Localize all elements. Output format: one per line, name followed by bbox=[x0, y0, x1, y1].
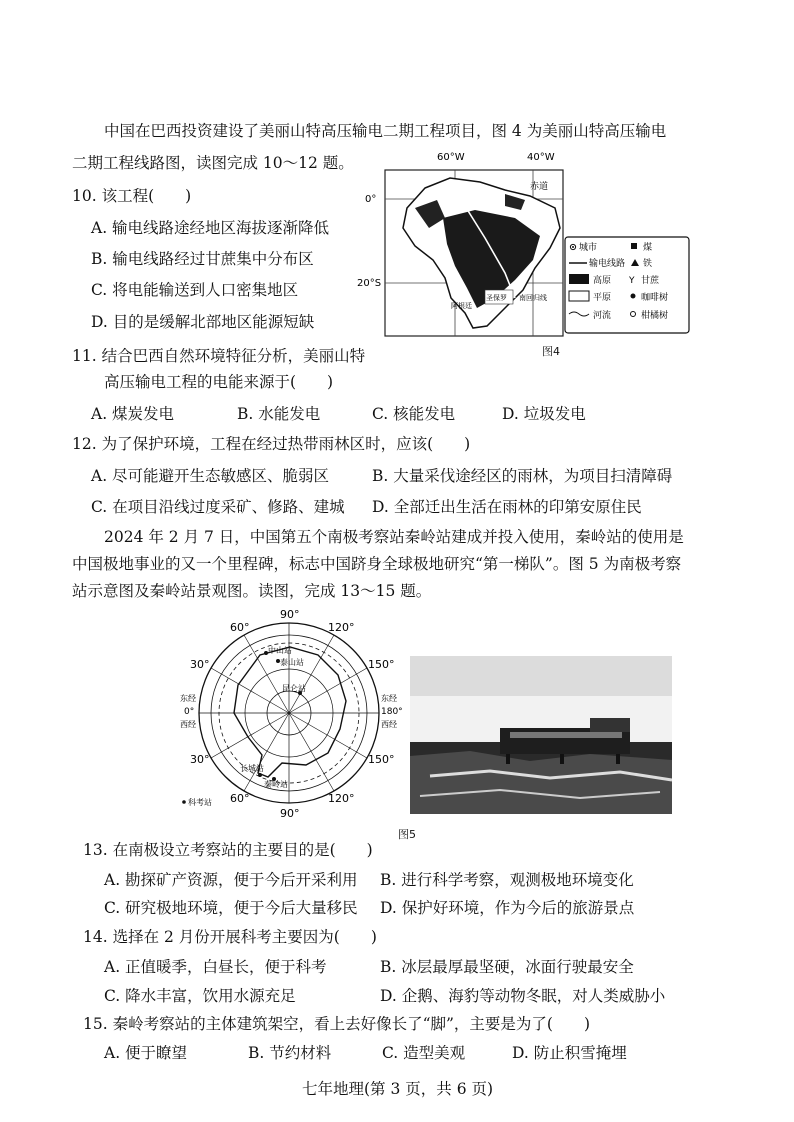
label-east-right: 东经 bbox=[381, 694, 397, 703]
deg-150-bottom: 150° bbox=[368, 753, 395, 766]
legend-citrus: 柑橘树 bbox=[641, 311, 669, 321]
q10-option-c[interactable]: C. 将电能输送到人口密集地区 bbox=[91, 281, 299, 299]
station-taishan: 泰山站 bbox=[280, 658, 304, 667]
q13-option-a[interactable]: A. 勘探矿产资源，便于今后开采利用 bbox=[104, 871, 358, 889]
deg-30-top: 30° bbox=[190, 658, 210, 671]
figure-5-polar-map bbox=[178, 605, 410, 825]
intro-2-line-1: 2024 年 2 月 7 日，中国第五个南极考察站秦岭站建成并投入使用，秦岭站的使用是 bbox=[104, 528, 684, 546]
label-sao-paulo: 圣保罗 bbox=[486, 294, 507, 302]
q15-option-c[interactable]: C. 造型美观 bbox=[382, 1044, 466, 1062]
legend-coffee: 咖啡树 bbox=[641, 293, 669, 303]
deg-60-top: 60° bbox=[230, 621, 250, 634]
lat-label-0: 0° bbox=[365, 194, 377, 205]
intro-1-line-2: 二期工程线路图，读图完成 10～12 题。 bbox=[72, 154, 354, 172]
legend-sugarcane-icon: Y bbox=[629, 276, 635, 286]
q11-option-b[interactable]: B. 水能发电 bbox=[237, 405, 321, 423]
legend-plateau: 高原 bbox=[593, 276, 612, 286]
page-footer: 七年地理(第 3 页，共 6 页) bbox=[302, 1080, 494, 1098]
legend-city: 城市 bbox=[579, 243, 598, 253]
q10-option-a[interactable]: A. 输电线路途经地区海拔逐渐降低 bbox=[91, 219, 330, 237]
qinling-station-photo bbox=[410, 656, 672, 814]
intro-2-line-3: 站示意图及秦岭站景观图。读图，完成 13～15 题。 bbox=[72, 582, 432, 600]
q12-option-a[interactable]: A. 尽可能避开生态敏感区、脆弱区 bbox=[91, 467, 330, 485]
q14-option-c[interactable]: C. 降水丰富，饮用水源充足 bbox=[104, 987, 296, 1005]
legend-river: 河流 bbox=[593, 311, 612, 321]
q13-option-d[interactable]: D. 保护好环境，作为今后的旅游景点 bbox=[380, 899, 635, 917]
q15-stem: 15. 秦岭考察站的主体建筑架空，看上去好像长了“脚”，主要是为了( ) bbox=[83, 1015, 591, 1033]
q12-stem: 12. 为了保护环境，工程在经过热带雨林区时，应该( ) bbox=[72, 435, 471, 453]
station-great-wall: 长城站 bbox=[240, 764, 264, 773]
q10-option-b[interactable]: B. 输电线路经过甘蔗集中分布区 bbox=[91, 250, 314, 268]
lat-label-20s: 20°S bbox=[357, 278, 382, 289]
q11-option-a[interactable]: A. 煤炭发电 bbox=[91, 405, 175, 423]
q13-option-b[interactable]: B. 进行科学考察，观测极地环境变化 bbox=[380, 871, 634, 889]
station-kunlun: 昆仑站 bbox=[282, 684, 306, 693]
deg-30-bottom: 30° bbox=[190, 753, 210, 766]
figure-5-caption: 图5 bbox=[398, 828, 416, 841]
legend-station: 科考站 bbox=[188, 798, 212, 807]
label-east-left: 东经 bbox=[180, 694, 196, 703]
q11-option-d[interactable]: D. 垃圾发电 bbox=[502, 405, 586, 423]
intro-2-line-2: 中国极地事业的又一个里程碑，标志中国跻身全球极地研究“第一梯队”。图 5 为南极考察 bbox=[72, 555, 682, 573]
label-west-right: 西经 bbox=[381, 720, 397, 729]
q13-stem: 13. 在南极设立考察站的主要目的是( ) bbox=[83, 841, 373, 859]
q15-option-d[interactable]: D. 防止积雪掩埋 bbox=[512, 1044, 627, 1062]
q11-stem-line-2: 高压输电工程的电能来源于( ) bbox=[104, 373, 334, 391]
legend-coal: 煤 bbox=[643, 243, 653, 253]
label-tropic: 南回归线 bbox=[519, 294, 547, 302]
label-argentina: 阿根廷 bbox=[451, 302, 472, 310]
legend-plain: 平原 bbox=[593, 293, 612, 303]
legend-iron: 铁 bbox=[643, 259, 653, 269]
deg-180: 180° bbox=[381, 707, 403, 717]
q14-option-d[interactable]: D. 企鹅、海豹等动物冬眠，对人类威胁小 bbox=[380, 987, 666, 1005]
q12-option-c[interactable]: C. 在项目沿线过度采矿、修路、建城 bbox=[91, 498, 345, 516]
label-equator: 赤道 bbox=[530, 182, 549, 192]
q11-option-c[interactable]: C. 核能发电 bbox=[372, 405, 456, 423]
q11-stem-line-1: 11. 结合巴西自然环境特征分析，美丽山特 bbox=[72, 347, 366, 365]
intro-1-line-1: 中国在巴西投资建设了美丽山特高压输电二期工程项目，图 4 为美丽山特高压输电 bbox=[104, 122, 667, 140]
deg-150-top: 150° bbox=[368, 658, 395, 671]
deg-120-top: 120° bbox=[328, 621, 355, 634]
q14-option-b[interactable]: B. 冰层最厚最坚硬，冰面行驶最安全 bbox=[380, 958, 634, 976]
q14-stem: 14. 选择在 2 月份开展科考主要因为( ) bbox=[83, 928, 377, 946]
deg-120-bottom: 120° bbox=[328, 792, 355, 805]
q14-option-a[interactable]: A. 正值暖季，白昼长，便于科考 bbox=[104, 958, 327, 976]
q10-stem: 10. 该工程( ) bbox=[72, 187, 192, 205]
legend-line: 输电线路 bbox=[589, 259, 626, 269]
deg-90-top: 90° bbox=[280, 608, 300, 621]
deg-0: 0° bbox=[184, 707, 195, 717]
q12-option-b[interactable]: B. 大量采伐途经区的雨林，为项目扫清障碍 bbox=[372, 467, 673, 485]
legend-sugarcane: 甘蔗 bbox=[641, 276, 660, 286]
deg-90-bottom: 90° bbox=[280, 807, 300, 820]
station-qinling: 秦岭站 bbox=[264, 780, 288, 789]
station-zhongshan: 中山站 bbox=[268, 646, 292, 655]
lon-label-60w: 60°W bbox=[437, 152, 465, 163]
q10-option-d[interactable]: D. 目的是缓解北部地区能源短缺 bbox=[91, 313, 315, 331]
q15-option-a[interactable]: A. 便于瞭望 bbox=[104, 1044, 188, 1062]
q15-option-b[interactable]: B. 节约材料 bbox=[248, 1044, 332, 1062]
q13-option-c[interactable]: C. 研究极地环境，便于今后大量移民 bbox=[104, 899, 358, 917]
lon-label-40w: 40°W bbox=[527, 152, 555, 163]
q12-option-d[interactable]: D. 全部迁出生活在雨林的印第安原住民 bbox=[372, 498, 642, 516]
deg-60-bottom: 60° bbox=[230, 792, 250, 805]
figure-4-caption: 图4 bbox=[542, 345, 560, 358]
label-west-left: 西经 bbox=[180, 720, 196, 729]
figure-4-map bbox=[355, 148, 700, 358]
